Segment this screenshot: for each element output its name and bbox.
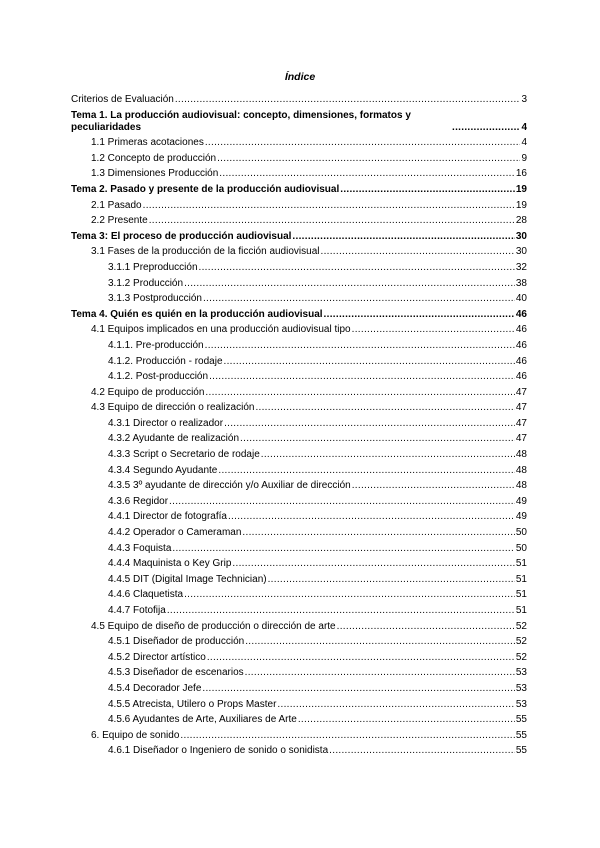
dot-leader [203, 293, 515, 305]
dot-leader [143, 200, 515, 212]
toc-entry[interactable] [71, 711, 527, 727]
toc-entry-title: 4.5.4 Decorador Jefe [108, 682, 202, 694]
toc-entry-page: 53 [515, 682, 527, 694]
toc-entry[interactable] [71, 383, 527, 399]
toc-entry-page: 46 [515, 371, 527, 383]
toc-entry[interactable] [71, 290, 527, 306]
toc-entry-page: 49 [515, 495, 527, 507]
toc-entry-title: 4.3.1 Director o realizador [108, 417, 224, 429]
toc-entry-page: 47 [515, 433, 527, 445]
dot-leader [245, 636, 515, 648]
toc-entry[interactable] [71, 180, 527, 196]
toc-entry[interactable] [71, 461, 527, 477]
dot-leader [180, 730, 514, 742]
dot-leader [337, 621, 515, 633]
toc-entry-title: 4.3.6 Regidor [108, 495, 169, 507]
toc-entry-title: 4.5.1 Diseñador de producción [108, 636, 245, 648]
toc-entry-title: 4.1.2. Producción - rodaje [108, 355, 223, 367]
toc-entry-title: 4.4.6 Claquetista [108, 589, 184, 601]
toc-entry-title: Criterios de Evaluación [71, 93, 174, 105]
toc-entry-title: 3.1.2 Producción [108, 277, 184, 289]
toc-entry[interactable] [71, 492, 527, 508]
toc-entry-title: 4.2 Equipo de producción [91, 386, 205, 398]
toc-entry[interactable] [71, 165, 527, 181]
toc-entry[interactable] [71, 90, 527, 106]
toc-entry-title: Tema 3: El proceso de producción audiovisual [71, 230, 292, 242]
toc-entry-page: 51 [515, 589, 527, 601]
dot-leader [184, 589, 515, 601]
toc-entry[interactable] [71, 570, 527, 586]
toc-entry-title: 4.5.5 Atrecista, Utilero o Props Master [108, 698, 277, 710]
toc-entry[interactable] [71, 321, 527, 337]
dot-leader [205, 340, 515, 352]
page-title: Índice [284, 71, 316, 83]
toc-entry-title: 4.4.4 Maquinista o Key Grip [108, 558, 232, 570]
toc-entry-page: 50 [515, 527, 527, 539]
toc-entry-title: 4.1 Equipos implicados en una producción audiovisual tipo [91, 324, 351, 336]
toc-entry-page: 51 [515, 605, 527, 616]
toc-entry-title: 1.1 Primeras acotaciones [91, 137, 204, 149]
dot-leader [207, 652, 515, 664]
toc-entry-page: 53 [515, 667, 527, 679]
dot-leader [217, 153, 520, 165]
toc-entry[interactable] [71, 539, 527, 555]
toc-entry[interactable] [71, 106, 527, 134]
toc-entry-page: 51 [515, 573, 527, 585]
toc-entry-page: 46 [515, 308, 527, 320]
toc-entry-page: 30 [515, 230, 527, 242]
toc-entry-page: 40 [515, 293, 527, 305]
toc-entry-page: 48 [515, 449, 527, 461]
toc-entry-title: 4.3.3 Script o Secretario de rodaje [108, 449, 260, 461]
toc-entry-page: 3 [521, 93, 527, 105]
toc-entry-title: 4.6.1 Diseñador o Ingeniero de sonido o sonidista [108, 745, 329, 757]
toc-entry-page: 49 [515, 511, 527, 523]
dot-leader [209, 371, 515, 383]
toc-entry-title: 4.5 Equipo de diseño de producción o dirección de arte [91, 620, 336, 632]
toc-entry-page: 16 [515, 168, 527, 180]
toc-entry-page: 53 [515, 698, 527, 710]
toc-entry-page: 51 [515, 558, 527, 570]
toc-entry[interactable] [71, 336, 527, 352]
dot-leader [324, 309, 515, 321]
dot-leader [298, 714, 515, 726]
toc-entry-title: 4.4.5 DIT (Digital Image Technician) [108, 573, 267, 585]
toc-entry-title: 4.3.4 Segundo Ayudante [108, 464, 218, 476]
toc-entry[interactable] [71, 679, 527, 695]
toc-entry-page: 19 [515, 183, 527, 195]
dot-leader [277, 699, 514, 711]
dot-leader [268, 574, 515, 586]
toc-entry-title: 4.5.2 Director artístico [108, 651, 206, 663]
dot-leader [172, 543, 515, 555]
dot-leader [292, 231, 514, 243]
dot-leader [255, 402, 514, 414]
dot-leader [184, 278, 515, 290]
toc-entry-page: 48 [515, 480, 527, 492]
toc-entry[interactable] [71, 523, 527, 539]
toc-entry[interactable] [71, 212, 527, 228]
toc-entry[interactable] [71, 742, 527, 758]
toc-entry[interactable] [71, 508, 527, 524]
dot-leader [452, 122, 520, 134]
dot-leader [199, 262, 515, 274]
dot-leader [352, 324, 515, 336]
toc-entry-page: 52 [515, 651, 527, 663]
toc-entry[interactable] [71, 368, 527, 384]
toc-entry-page: 55 [515, 745, 527, 757]
dot-leader [232, 558, 514, 570]
toc-entry-title: 1.2 Concepto de producción [91, 152, 217, 164]
dot-leader [224, 356, 515, 368]
dot-leader [205, 137, 521, 149]
toc-entry-page: 46 [515, 355, 527, 367]
toc-entry-page: 46 [515, 339, 527, 351]
toc-entry-page: 46 [515, 324, 527, 336]
toc-entry-page: 19 [515, 199, 527, 211]
toc-entry[interactable] [71, 399, 527, 415]
toc-entry-page: 47 [515, 386, 527, 398]
toc-entry-title: 4.3 Equipo de dirección o realización [91, 402, 255, 414]
toc-entry-title: Tema 4. Quién es quién en la producción audiovisual [71, 308, 323, 320]
toc-entry[interactable] [71, 414, 527, 430]
toc-entry-title: 4.3.2 Ayudante de realización [108, 433, 240, 445]
dot-leader [149, 215, 515, 227]
dot-leader [167, 605, 515, 617]
toc-entry-title: 4.1.1. Pre-producción [108, 339, 204, 351]
toc-entry[interactable] [71, 555, 527, 571]
dot-leader [228, 511, 515, 523]
toc-entry-title: 6. Equipo de sonido [91, 729, 180, 741]
toc-entry[interactable] [71, 352, 527, 368]
toc-entry[interactable] [71, 274, 527, 290]
dot-leader [245, 667, 515, 679]
toc-entry[interactable] [71, 664, 527, 680]
toc-entry-page: 9 [521, 152, 527, 164]
toc-entry[interactable] [71, 134, 527, 150]
dot-leader [261, 449, 515, 461]
dot-leader [224, 418, 515, 430]
toc-entry-title: 4.5.6 Ayudantes de Arte, Auxiliares de Arte [108, 714, 297, 726]
toc-entry-page: 28 [515, 215, 527, 227]
toc-entry-page: 55 [515, 714, 527, 726]
toc-entry-title: Tema 1. La producción audiovisual: concepto, dimensiones, formatos y peculiaridades [71, 109, 411, 133]
toc-entry-title: 3.1 Fases de la producción de la ficción audiovisual [91, 246, 320, 258]
toc-entry-title: Tema 2. Pasado y presente de la producción audiovisual [71, 183, 340, 195]
table-of-contents [71, 90, 527, 757]
toc-entry-page: 38 [515, 277, 527, 289]
toc-entry[interactable] [71, 445, 527, 461]
toc-entry-title: 4.3.5 3º ayudante de dirección y/o Auxiliar de dirección [108, 480, 351, 492]
toc-entry-page: 4 [521, 137, 527, 149]
dot-leader [340, 184, 515, 196]
toc-entry-page: 48 [515, 464, 527, 476]
toc-entry-page: 4 [521, 121, 527, 133]
toc-entry-page: 55 [515, 729, 527, 741]
toc-entry[interactable] [71, 726, 527, 742]
toc-entry[interactable] [71, 601, 527, 617]
toc-entry-title: 4.1.2. Post-producción [108, 371, 209, 383]
toc-entry-title: 3.1.3 Postproducción [108, 293, 202, 305]
toc-entry[interactable] [71, 586, 527, 602]
toc-entry-title: 4.5.3 Diseñador de escenarios [108, 667, 244, 679]
toc-entry[interactable] [71, 617, 527, 633]
toc-entry-title: 4.4.2 Operador o Cameraman [108, 527, 242, 539]
toc-entry-title: 1.3 Dimensiones Producción [91, 168, 219, 180]
toc-entry-page: 32 [515, 261, 527, 273]
toc-entry[interactable] [71, 633, 527, 649]
toc-entry[interactable] [71, 196, 527, 212]
toc-entry-page: 47 [515, 402, 527, 414]
toc-entry-title: 3.1.1 Preproducción [108, 261, 198, 273]
toc-entry-page: 52 [515, 636, 527, 648]
toc-entry[interactable] [71, 227, 527, 243]
toc-entry[interactable] [71, 430, 527, 446]
toc-entry-page: 52 [515, 620, 527, 632]
toc-entry-title: 2.1 Pasado [91, 199, 142, 211]
toc-entry-title: 4.4.3 Foquista [108, 542, 172, 554]
toc-entry-page: 50 [515, 542, 527, 554]
dot-leader [205, 387, 514, 399]
toc-entry[interactable] [71, 695, 527, 711]
dot-leader [218, 465, 515, 477]
dot-leader [240, 433, 515, 445]
toc-entry-title: 4.4.7 Fotofija [108, 605, 166, 616]
toc-entry[interactable] [71, 149, 527, 165]
dot-leader [242, 527, 514, 539]
dot-leader [175, 94, 521, 106]
dot-leader [169, 496, 515, 508]
toc-entry[interactable] [71, 305, 527, 321]
dot-leader [329, 745, 515, 757]
dot-leader [320, 246, 514, 258]
toc-entry-title: 4.4.1 Director de fotografía [108, 511, 227, 523]
dot-leader [352, 480, 515, 492]
toc-entry-page: 30 [515, 246, 527, 258]
dot-leader [202, 683, 514, 695]
toc-entry-page: 47 [515, 417, 527, 429]
toc-entry[interactable] [71, 258, 527, 274]
toc-entry-title: 2.2 Presente [91, 215, 148, 227]
dot-leader [219, 168, 515, 180]
toc-entry[interactable] [71, 477, 527, 493]
toc-entry[interactable] [71, 648, 527, 664]
toc-entry[interactable] [71, 243, 527, 259]
